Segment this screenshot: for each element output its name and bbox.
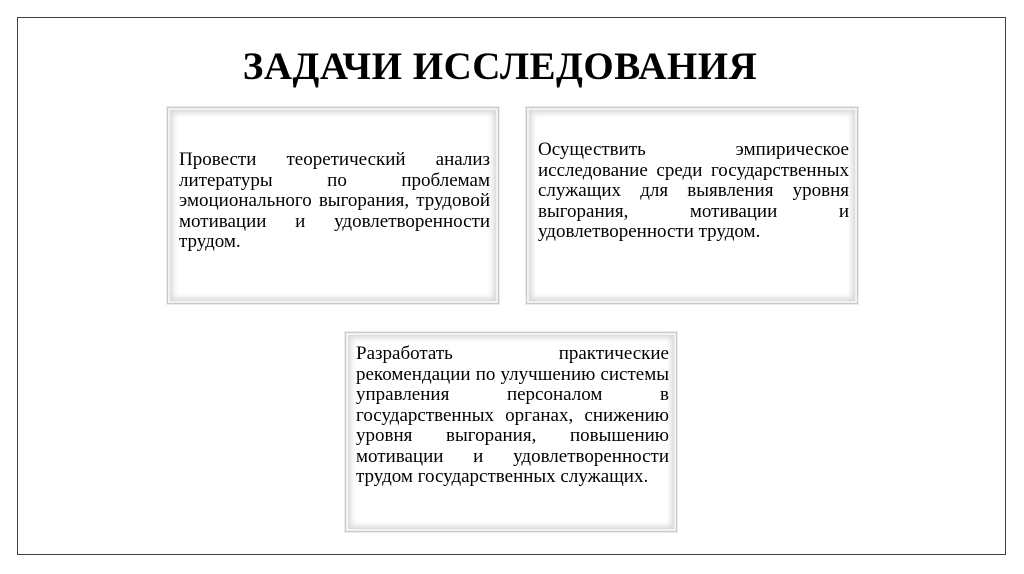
- task-box-empirical-study: [526, 107, 858, 304]
- task-text: Осуществить эмпирическое исследование среди государственных служащих для выявления уровня выгорания, мотивации и удовлетворенности трудом.: [538, 139, 849, 242]
- slide-title: ЗАДАЧИ ИССЛЕДОВАНИЯ: [242, 45, 758, 88]
- task-text: Провести теоретический анализ литературы по проблемам эмоционального выгорания, трудовой мотивации и удовлетворенности трудом.: [179, 149, 490, 252]
- task-box-recommendations: [345, 332, 677, 532]
- task-text: Разработать практические рекомендации по улучшению системы управления персоналом в государственных органах, снижению уровня выгорания, повышению мотивации и удовлетворенности трудом государственных служащих.: [356, 343, 669, 487]
- task-box-theoretical-analysis: [167, 107, 499, 304]
